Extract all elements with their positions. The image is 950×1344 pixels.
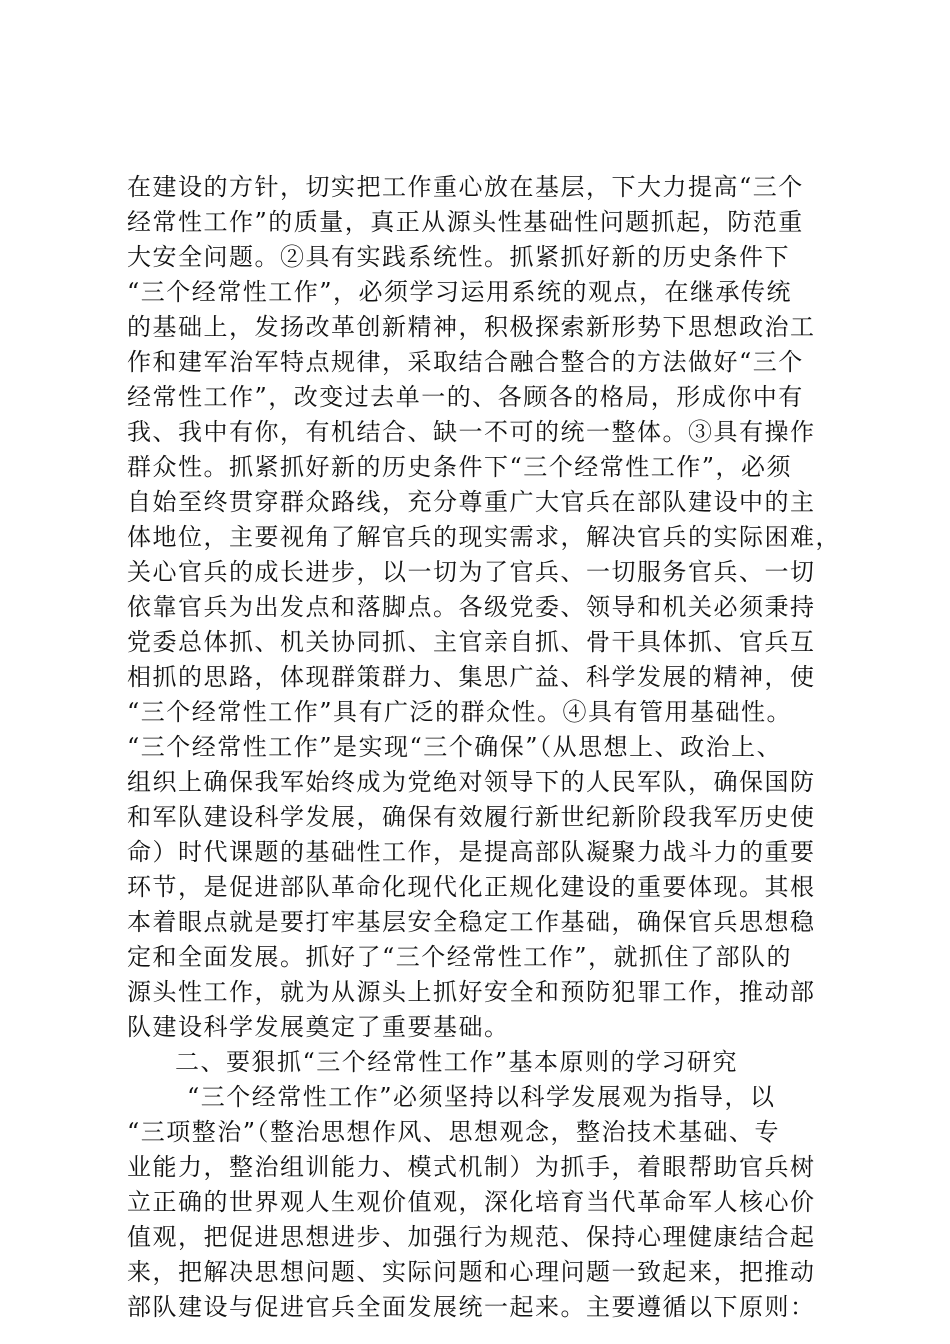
text-line: 群众性。抓紧抓好新的历史条件下“三个经常性工作”，必须 xyxy=(127,453,793,481)
text-line: 在建设的方针，切实把工作重心放在基层，下大力提高“三个 xyxy=(127,173,804,201)
text-line: “三项整治”（整治思想作风、思想观念，整治技术基础、专 xyxy=(127,1118,781,1146)
text-line: 来，把解决思想问题、实际问题和心理问题一致起来，把推动 xyxy=(127,1258,816,1286)
text-line: 关心官兵的成长进步，以一切为了官兵、一切服务官兵、一切 xyxy=(127,558,816,586)
document-body xyxy=(127,170,847,1325)
text-line: 大安全问题。②具有实践系统性。抓紧抓好新的历史条件下 xyxy=(127,243,790,271)
text-line: 体地位，主要视角了解官兵的现实需求，解决官兵的实际困难， xyxy=(127,523,841,551)
text-line: 立正确的世界观人生观价值观，深化培育当代革命军人核心价 xyxy=(127,1188,816,1216)
section-heading: 二、要狠抓“三个经常性工作”基本原则的学习研究 xyxy=(175,1048,739,1076)
text-line: 部队建设与促进官兵全面发展统一起来。主要遵循以下原则： xyxy=(127,1293,816,1321)
text-line: 环节，是促进部队革命化现代化正规化建设的重要体现。其根 xyxy=(127,873,816,901)
text-line: 命）时代课题的基础性工作，是提高部队凝聚力战斗力的重要 xyxy=(127,838,816,866)
text-line: 组织上确保我军始终成为党绝对领导下的人民军队，确保国防 xyxy=(127,768,816,796)
text-line: 党委总体抓、机关协同抓、主官亲自抓、骨干具体抓、官兵互 xyxy=(127,628,816,656)
text-line: “三个经常性工作”，必须学习运用系统的观点，在继承传统 xyxy=(127,278,793,306)
text-line: 的基础上，发扬改革创新精神，积极探索新形势下思想政治工 xyxy=(127,313,816,341)
text-line: 作和建军治军特点规律，采取结合融合整合的方法做好“三个 xyxy=(127,348,804,376)
text-line: “三个经常性工作”必须坚持以科学发展观为指导，以 xyxy=(187,1083,776,1111)
text-line: 和军队建设科学发展，确保有效履行新世纪新阶段我军历史使 xyxy=(127,803,816,831)
text-line: 定和全面发展。抓好了“三个经常性工作”，就抓住了部队的 xyxy=(127,943,793,971)
text-line: 源头性工作，就为从源头上抓好安全和预防犯罪工作，推动部 xyxy=(127,978,816,1006)
text-line: 依靠官兵为出发点和落脚点。各级党委、领导和机关必须秉持 xyxy=(127,593,816,621)
text-line: “三个经常性工作”具有广泛的群众性。④具有管用基础性。 xyxy=(127,698,793,726)
text-line: 相抓的思路，体现群策群力、集思广益、科学发展的精神，使 xyxy=(127,663,816,691)
text-line: 自始至终贯穿群众路线，充分尊重广大官兵在部队建设中的主 xyxy=(127,488,816,516)
text-line: 业能力，整治组训能力、模式机制）为抓手，着眼帮助官兵树 xyxy=(127,1153,816,1181)
text-line: 经常性工作”，改变过去单一的、各顾各的格局，形成你中有 xyxy=(127,383,804,411)
text-line: 值观，把促进思想进步、加强行为规范、保持心理健康结合起 xyxy=(127,1223,816,1251)
text-line: 经常性工作”的质量，真正从源头性基础性问题抓起，防范重 xyxy=(127,208,804,236)
text-line: 本着眼点就是要打牢基层安全稳定工作基础，确保官兵思想稳 xyxy=(127,908,816,936)
text-line: 我、我中有你，有机结合、缺一不可的统一整体。③具有操作 xyxy=(127,418,816,446)
text-line: “三个经常性工作”是实现“三个确保”（从思想上、政治上、 xyxy=(127,733,783,761)
text-line: 队建设科学发展奠定了重要基础。 xyxy=(127,1013,510,1041)
